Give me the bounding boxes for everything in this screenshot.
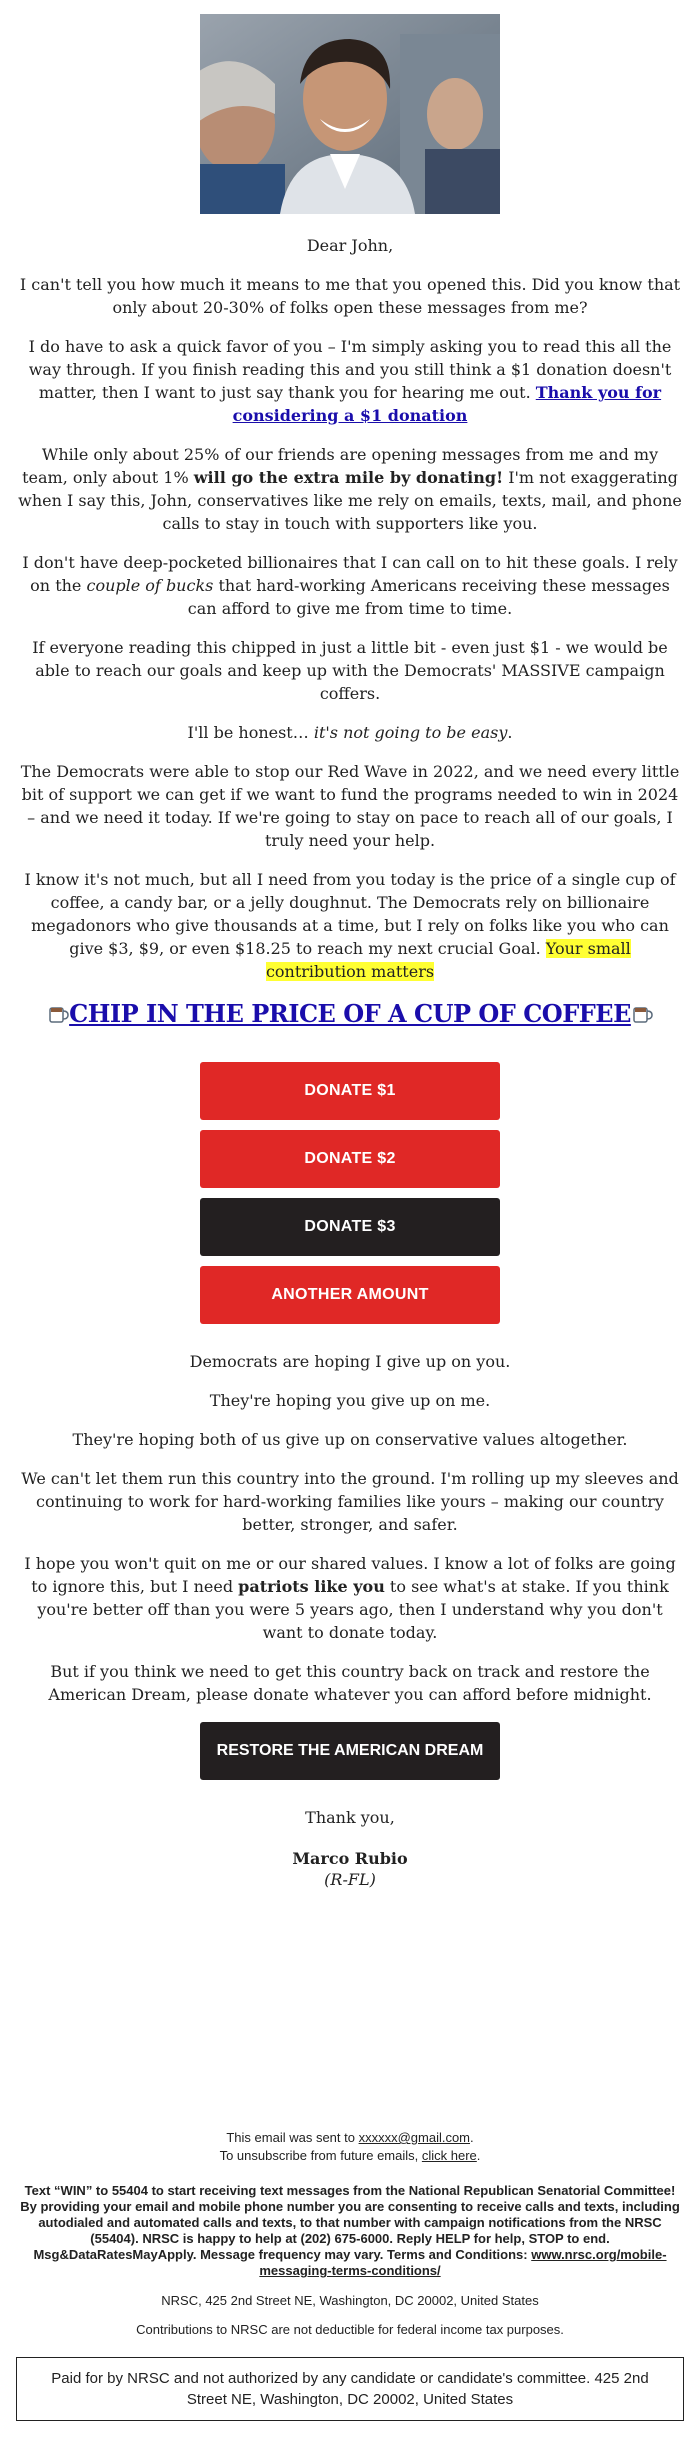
paragraph-patriots (0, 1552, 700, 1644)
coffee-cup-icon (47, 1003, 69, 1025)
paragraph-honest-a: I'll be honest… (187, 723, 314, 742)
paragraph-honest-b: . (507, 723, 513, 742)
signature-name: Marco Rubio (292, 1849, 408, 1868)
paragraph-billionaires (0, 551, 700, 620)
unsubscribe-suffix: . (476, 2148, 481, 2163)
footer-address: NRSC, 425 2nd Street NE, Washington, DC 20002, United States (161, 2293, 539, 2308)
donate-2-button[interactable]: DONATE $2 (200, 1130, 500, 1188)
paragraph-rolling-up-sleeves: We can't let them run this country into the ground. I'm rolling up my sleeves and continuing to work for hard-working families like yours – making our country better, stronger, and safer. (21, 1469, 679, 1534)
closing: Thank you, (305, 1808, 395, 1827)
paragraph-democrats-hoping: Democrats are hoping I give up on you. (189, 1352, 511, 1371)
paragraph-chip-in: If everyone reading this chipped in just a little bit - even just $1 - we would be able to reach our goals and keep up with the Democrats' MASSIVE campaign coffers. (32, 638, 668, 703)
paragraph-coffee (0, 868, 700, 983)
hero-photo-image (200, 14, 500, 214)
unsubscribe-line (0, 2147, 700, 2165)
paragraph-patriots-b: to see what's at stake. If you think you're better off than you were 5 years ago, then I understand why you don't want to donate today. (37, 1577, 669, 1642)
paragraph-patriots-a: I hope you won't quit on me or our shared values. I know a lot of folks are going to ignore this, but I need (24, 1554, 676, 1596)
sent-to-line (0, 2129, 700, 2147)
paragraph-american-dream: But if you think we need to get this country back on track and restore the American Dream, please donate whatever you can afford before midnight. (48, 1662, 652, 1704)
sent-to-prefix: This email was sent to (226, 2130, 359, 2145)
sent-to-suffix: . (470, 2130, 474, 2145)
paragraph-patriots-bold: patriots like you (238, 1577, 385, 1596)
paragraph-billionaires-italic: couple of bucks (86, 576, 214, 595)
paid-for-disclaimer: Paid for by NRSC and not authorized by any candidate or candidate's committee. 425 2nd Street NE, Washington, DC 20002, United States (16, 2357, 684, 2421)
paragraph-honest (0, 721, 700, 744)
donate-3-button[interactable]: DONATE $3 (200, 1198, 500, 1256)
paragraph-billionaires-a: I don't have deep-pocketed billionaires that I can call on to hit these goals. I rely on the (22, 553, 678, 595)
thank-you-donation-link[interactable]: Thank you for considering a $1 donation (232, 383, 662, 425)
restore-american-dream-button[interactable]: RESTORE THE AMERICAN DREAM (200, 1722, 500, 1780)
cta-heading-text[interactable]: CHIP IN THE PRICE OF A CUP OF COFFEE (69, 999, 631, 1028)
greeting: Dear John, (306, 236, 394, 255)
paragraph-conservative-values: They're hoping both of us give up on conservative values altogether. (72, 1430, 628, 1449)
paragraph-give-up-on-me: They're hoping you give up on me. (209, 1391, 491, 1410)
paragraph-extra-mile-b: I'm not exaggerating when I say this, John, conservatives like me rely on emails, texts, mail, and phone calls to stay in touch with supporters like you. (18, 468, 682, 533)
cta-heading[interactable] (0, 999, 700, 1028)
recipient-email-link[interactable]: xxxxxx@gmail.com (358, 2130, 471, 2145)
terms-link[interactable]: www.nrsc.org/mobile-messaging-terms-conditions/ (259, 2247, 667, 2278)
paragraph-open-rate: I can't tell you how much it means to me that you opened this. Did you know that only about 20-30% of folks open these messages from me? (19, 275, 681, 317)
unsubscribe-prefix: To unsubscribe from future emails, (219, 2148, 422, 2163)
paragraph-coffee-a: I know it's not much, but all I need from you today is the price of a single cup of coffee, a candy bar, or a jelly doughnut. The Democrats rely on billionaire megadonors who give thousands at a time, but I rely on folks like you who can give $3, $9, or even $18.25 to reach my next crucial Goal. (24, 870, 676, 958)
unsubscribe-link[interactable]: click here (421, 2148, 477, 2163)
paragraph-honest-italic: it's not going to be easy (313, 723, 508, 742)
donate-1-button[interactable]: DONATE $1 (200, 1062, 500, 1120)
hero-photo (200, 14, 500, 214)
sms-legal-body: Text “WIN” to 55404 to start receiving text messages from the National Republican Senatorial Committee! By providing your email and mobile phone number you are consenting to receive calls and texts, including autodialed and automated calls and texts, to that number with campaign notifications from the NRSC (55404). NRSC is happy to help at (202) 675-6000. Reply HELP for help, STOP to end. Msg&DataRatesMayApply. Message frequency may vary. Terms and Conditions: (20, 2183, 680, 2262)
paragraph-red-wave: The Democrats were able to stop our Red Wave in 2022, and we need every little bit of support we can get if we want to fund the programs needed to win in 2024 – and we need it today. If we're going to stay on pace to reach all of our goals, I truly need your help. (20, 762, 680, 850)
highlighted-text: Your small contribution matters (265, 939, 631, 981)
paragraph-favor (0, 335, 700, 427)
signature-party: (R-FL) (324, 1870, 376, 1889)
paragraph-billionaires-b: that hard-working Americans receiving these messages can afford to give me from time to time. (187, 576, 670, 618)
coffee-cup-icon (631, 1003, 653, 1025)
paragraph-favor-text: I do have to ask a quick favor of you – I'm simply asking you to read this all the way through. If you finish reading this and you still think a $1 donation doesn't matter, then I want to just say thank you for hearing me out. (28, 337, 672, 402)
tax-deductible-notice: Contributions to NRSC are not deductible for federal income tax purposes. (136, 2322, 564, 2337)
paragraph-extra-mile-a: While only about 25% of our friends are opening messages from me and my team, only about 1% (22, 445, 659, 487)
paragraph-extra-mile-bold: will go the extra mile by donating! (193, 468, 504, 487)
paragraph-extra-mile (0, 443, 700, 535)
donate-buttons (0, 1062, 700, 1324)
sms-legal-text (20, 2183, 680, 2279)
another-amount-button[interactable]: ANOTHER AMOUNT (200, 1266, 500, 1324)
email-body (0, 14, 700, 1889)
footer (0, 2129, 700, 2421)
